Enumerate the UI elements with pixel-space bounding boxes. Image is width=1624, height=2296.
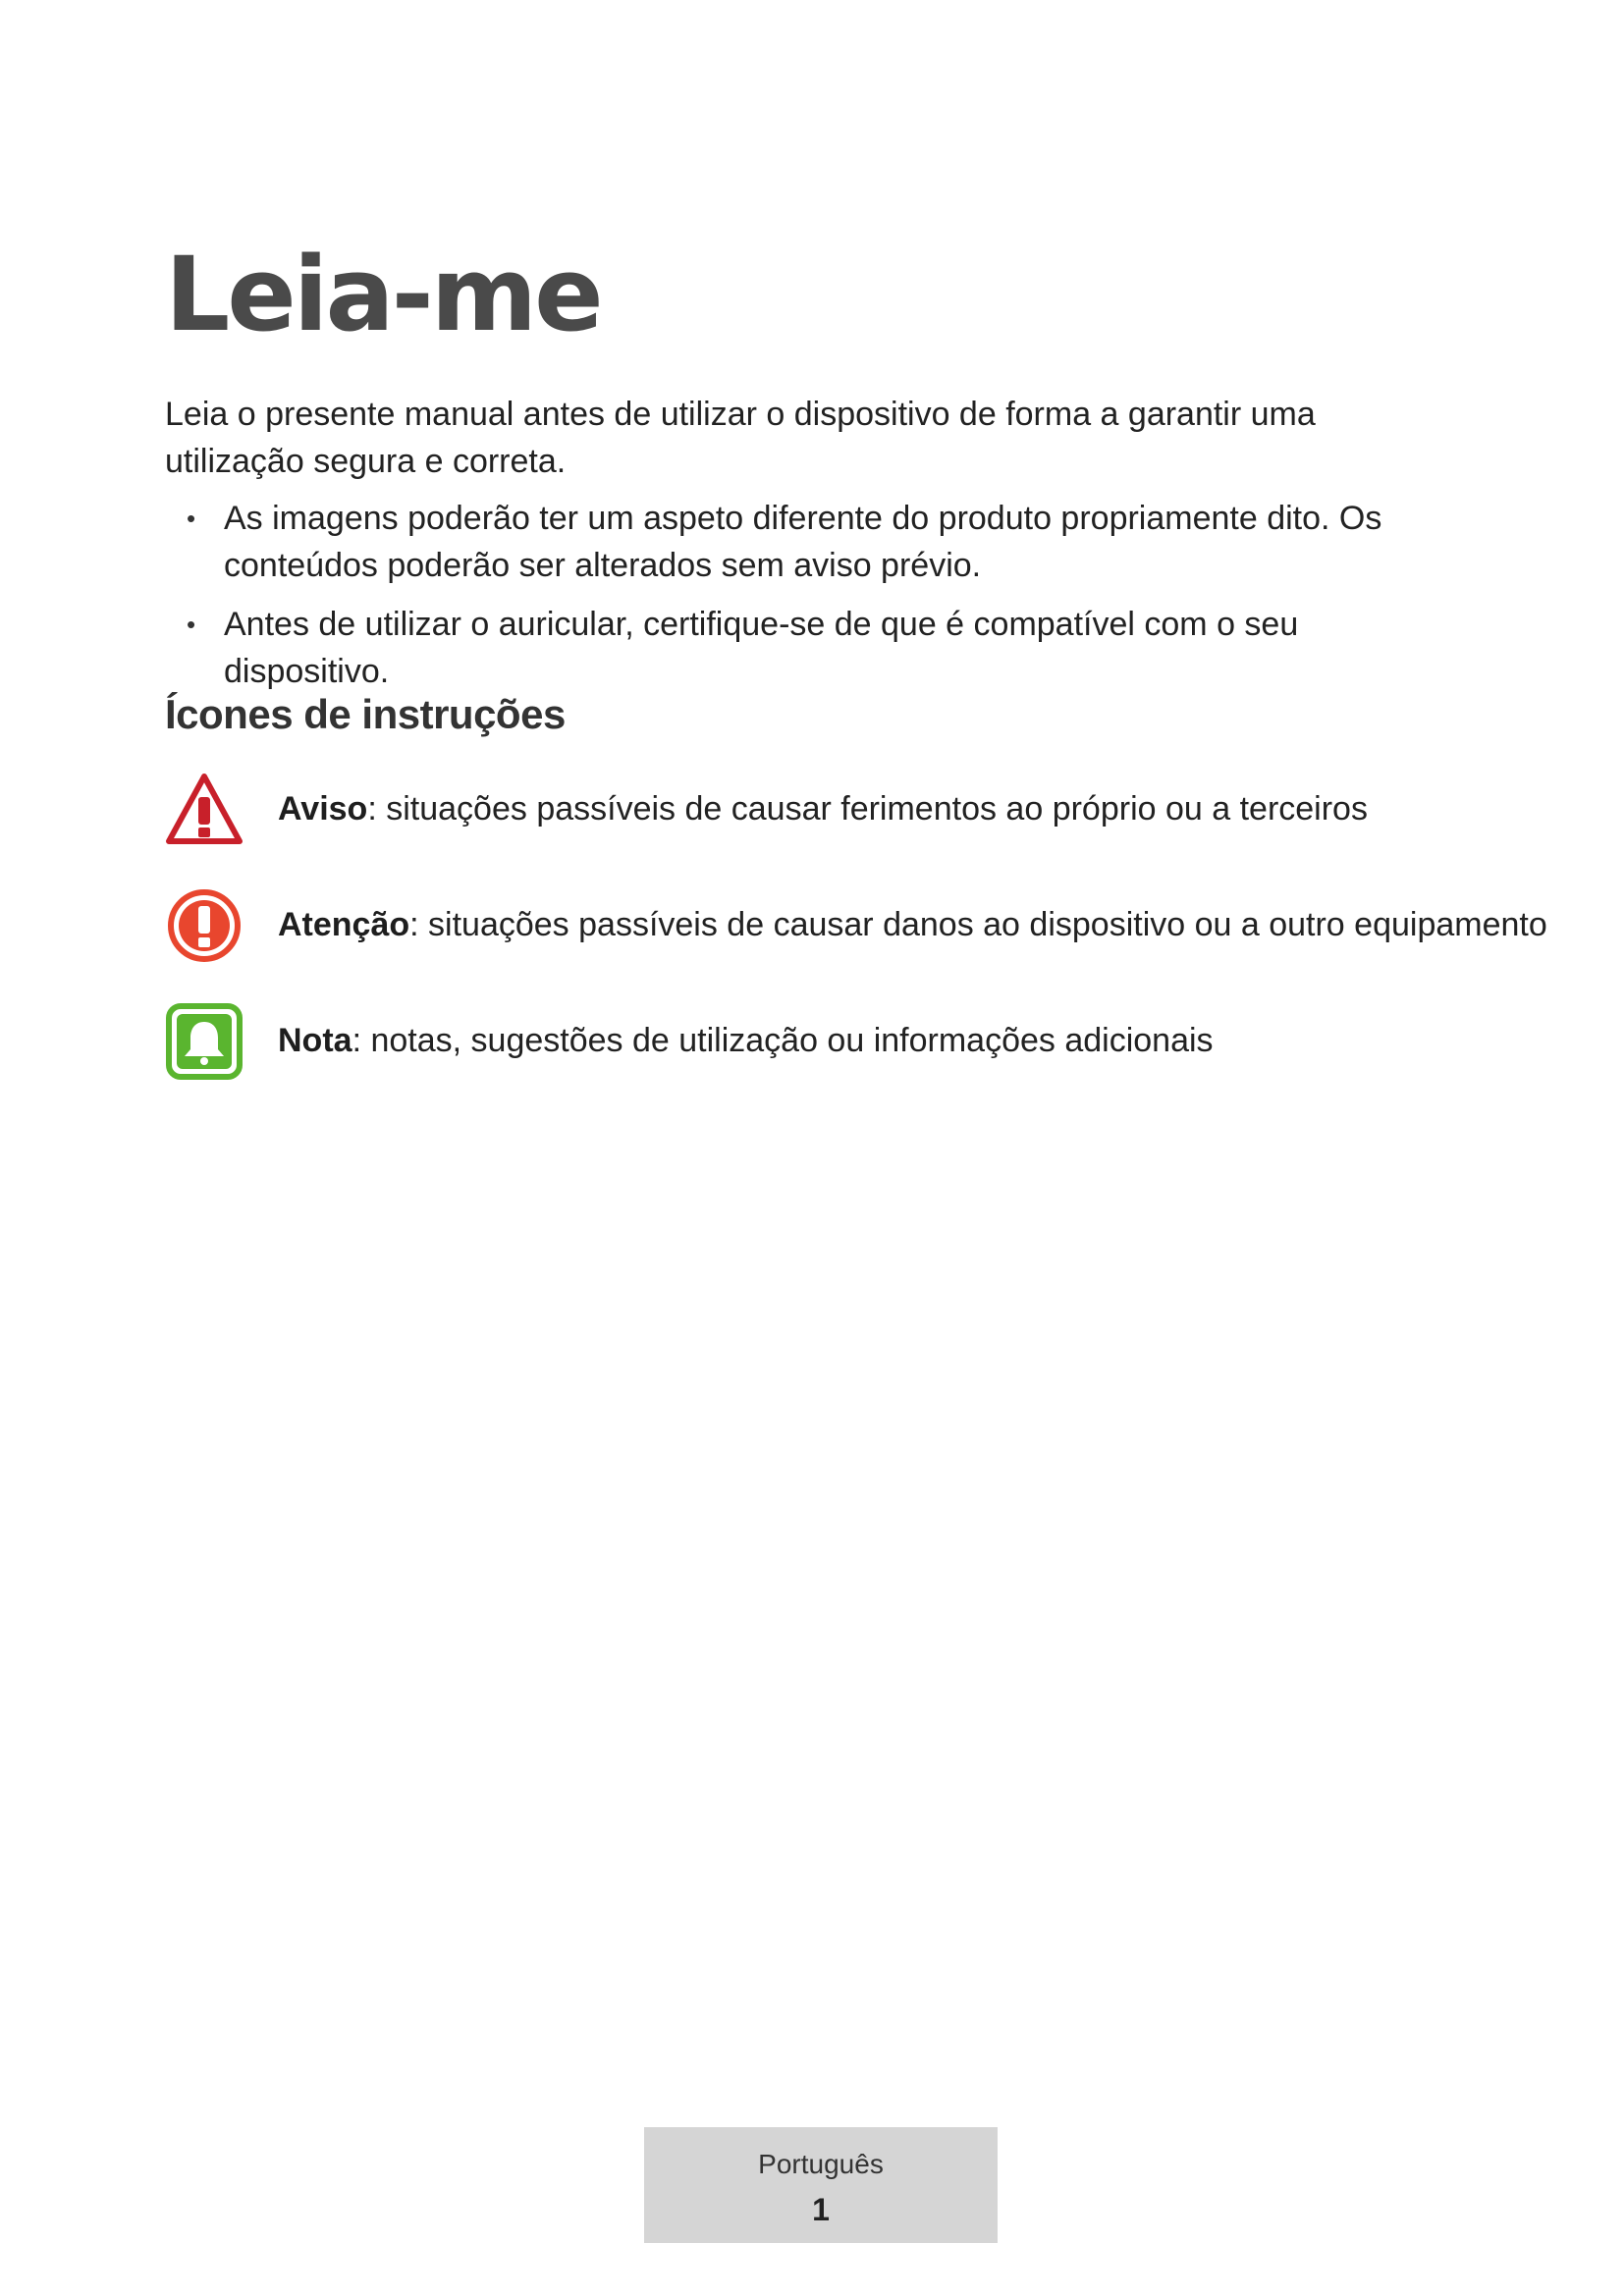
instruction-text: Aviso: situações passíveis de causar ferimentos ao próprio ou a terceiros [278,790,1368,828]
warning-triangle-icon [165,771,244,849]
instruction-text: Nota: notas, sugestões de utilização ou informações adicionais [278,1022,1214,1059]
instruction-row-warning [165,771,1490,849]
bullet-item [165,495,1441,589]
note-bell-icon [165,1002,244,1081]
instruction-label: Aviso [278,790,368,828]
bullet-item [165,601,1441,695]
instruction-row-note [165,1002,1490,1081]
caution-circle-icon [165,886,244,965]
page-title: Leia-me [165,235,601,354]
instruction-description: notas, sugestões de utilização ou informações adicionais [370,1022,1214,1059]
intro-paragraph: Leia o presente manual antes de utilizar o dispositivo de forma a garantir uma utilização segura e correta. [165,396,1316,480]
bullet-text: As imagens poderão ter um aspeto diferente do produto propriamente dito. Os conteúdos poderão ser alterados sem aviso prévio. [224,500,1382,584]
page-number: 1 [812,2192,830,2227]
instruction-label: Atenção [278,906,410,943]
bullet-list [165,495,1441,707]
section-heading: Ícones de instruções [165,691,566,737]
instruction-text: Atenção: situações passíveis de causar danos ao dispositivo ou a outro equipamento [278,906,1547,943]
instruction-label: Nota [278,1022,352,1059]
instruction-description: situações passíveis de causar danos ao dispositivo ou a outro equipamento [428,906,1547,943]
footer-language: Português [758,2149,884,2179]
bullet-dot-icon: • [187,610,196,639]
instruction-row-caution [165,886,1547,965]
bullet-dot-icon: • [187,504,196,533]
page-footer [644,2127,998,2243]
instruction-description: situações passíveis de causar ferimentos ao próprio ou a terceiros [386,790,1368,828]
bullet-text: Antes de utilizar o auricular, certifique-se de que é compatível com o seu dispositivo. [224,606,1299,690]
